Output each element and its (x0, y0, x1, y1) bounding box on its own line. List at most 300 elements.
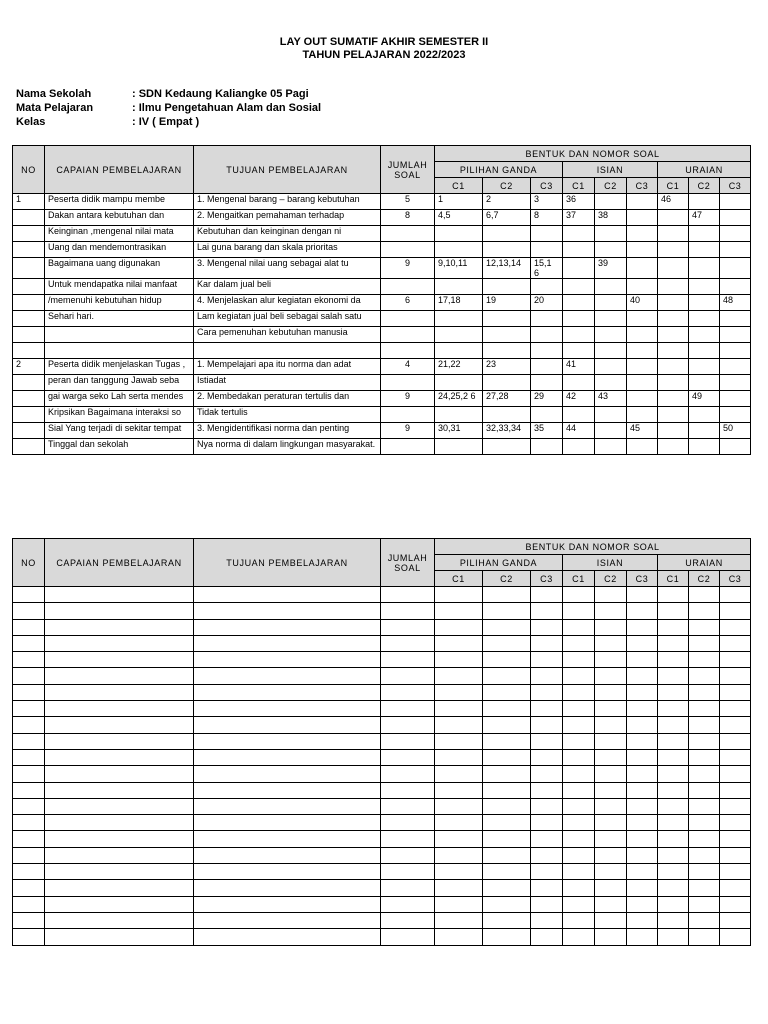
cell-uraian-c1 (658, 798, 689, 814)
cell-jumlah (381, 311, 435, 327)
table-row (13, 194, 751, 210)
cell-isian-c1 (563, 295, 595, 311)
cell-no (13, 880, 45, 896)
cell-pg-c1 (435, 635, 483, 651)
cell-pg-c3 (531, 831, 563, 847)
cell-uraian-c1 (658, 635, 689, 651)
cell-isian-c2 (595, 359, 627, 375)
cell-isian-c1 (563, 635, 595, 651)
cell-pg-c3 (531, 359, 563, 375)
cell-uraian-c1 (658, 880, 689, 896)
cell-isian-c3 (627, 652, 658, 668)
cell-pg-c2 (483, 880, 531, 896)
blank-row (13, 652, 751, 668)
subject-label: Mata Pelajaran (16, 102, 94, 114)
cell-pg-c1 (435, 311, 483, 327)
table-row (13, 295, 751, 311)
cell-capaian: Keinginan ,mengenal nilai mata (45, 226, 194, 242)
cell-pg-c3 (531, 635, 563, 651)
cell-no (13, 343, 45, 359)
cell-uraian-c1 (658, 359, 689, 375)
cell-tujuan (194, 766, 381, 782)
cell-capaian: Kripsikan Bagaimana interaksi so (45, 407, 194, 423)
cell-pg-c3 (531, 668, 563, 684)
cell-no: 2 (13, 359, 45, 375)
cell-tujuan: Nya norma di dalam lingkungan masyarakat. (194, 439, 381, 455)
cell-jumlah: 5 (381, 194, 435, 210)
cell-pg-c2 (483, 782, 531, 798)
cell-pg-c2 (483, 749, 531, 765)
cell-jumlah (381, 375, 435, 391)
cell-isian-c2 (595, 619, 627, 635)
cell-pg-c1 (435, 279, 483, 295)
cell-uraian-c2 (689, 929, 720, 945)
cell-capaian: gai warga seko Lah serta mendes (45, 391, 194, 407)
cell-isian-c1: 41 (563, 359, 595, 375)
cell-jumlah (381, 815, 435, 831)
cell-pg-c1 (435, 684, 483, 700)
table-row (13, 258, 751, 279)
cell-isian-c2 (595, 327, 627, 343)
cell-isian-c3 (627, 391, 658, 407)
cell-isian-c1 (563, 782, 595, 798)
table-body-blank (13, 587, 751, 946)
school-label: Nama Sekolah (16, 88, 92, 100)
cell-pg-c1 (435, 603, 483, 619)
cell-isian-c3 (627, 439, 658, 455)
cell-uraian-c1 (658, 258, 689, 279)
cell-isian-c2 (595, 912, 627, 928)
cell-jumlah (381, 831, 435, 847)
header-level: C1 (563, 178, 595, 194)
header-capaian: CAPAIAN PEMBELAJARAN (45, 146, 194, 194)
header-jumlah-line1: JUMLAH (387, 159, 428, 170)
cell-tujuan (194, 749, 381, 765)
cell-jumlah: 9 (381, 391, 435, 407)
cell-tujuan: Istiadat (194, 375, 381, 391)
cell-uraian-c1 (658, 766, 689, 782)
header-level: C2 (483, 178, 531, 194)
cell-no (13, 375, 45, 391)
cell-uraian-c1 (658, 295, 689, 311)
cell-uraian-c2 (689, 864, 720, 880)
cell-pg-c3 (531, 375, 563, 391)
cell-pg-c1 (435, 880, 483, 896)
header-level: C2 (595, 571, 627, 587)
cell-uraian-c1 (658, 717, 689, 733)
cell-uraian-c3 (720, 603, 751, 619)
cell-isian-c3 (627, 258, 658, 279)
cell-isian-c3 (627, 847, 658, 863)
cell-capaian: Sial Yang terjadi di sekitar tempat (45, 423, 194, 439)
cell-capaian (45, 733, 194, 749)
cell-uraian-c1 (658, 210, 689, 226)
cell-uraian-c2 (689, 295, 720, 311)
cell-capaian (45, 717, 194, 733)
cell-uraian-c1 (658, 407, 689, 423)
cell-tujuan: 3. Mengidentifikasi norma dan penting (194, 423, 381, 439)
cell-capaian (45, 831, 194, 847)
cell-capaian (45, 668, 194, 684)
cell-isian-c1 (563, 766, 595, 782)
cell-pg-c1: 9,10,11 (435, 258, 483, 279)
cell-pg-c3 (531, 587, 563, 603)
cell-pg-c1 (435, 619, 483, 635)
header-level: C3 (627, 178, 658, 194)
cell-pg-c2 (483, 226, 531, 242)
cell-isian-c2 (595, 766, 627, 782)
cell-uraian-c3 (720, 749, 751, 765)
cell-pg-c2 (483, 798, 531, 814)
cell-pg-c1: 21,22 (435, 359, 483, 375)
cell-pg-c2 (483, 343, 531, 359)
cell-isian-c2 (595, 652, 627, 668)
cell-pg-c3 (531, 603, 563, 619)
cell-isian-c3 (627, 242, 658, 258)
cell-no (13, 749, 45, 765)
cell-capaian: Tinggal dan sekolah (45, 439, 194, 455)
cell-uraian-c1 (658, 311, 689, 327)
table-row (13, 226, 751, 242)
cell-isian-c3 (627, 684, 658, 700)
cell-jumlah (381, 684, 435, 700)
cell-no (13, 258, 45, 279)
cell-jumlah (381, 587, 435, 603)
cell-no (13, 798, 45, 814)
cell-uraian-c3 (720, 359, 751, 375)
cell-no (13, 619, 45, 635)
cell-tujuan: 4. Menjelaskan alur kegiatan ekonomi da (194, 295, 381, 311)
cell-uraian-c1 (658, 831, 689, 847)
cell-isian-c3 (627, 929, 658, 945)
cell-jumlah (381, 929, 435, 945)
cell-isian-c1 (563, 327, 595, 343)
cell-uraian-c3 (720, 798, 751, 814)
cell-no (13, 782, 45, 798)
cell-isian-c1 (563, 242, 595, 258)
cell-uraian-c1 (658, 343, 689, 359)
cell-jumlah (381, 652, 435, 668)
cell-jumlah (381, 603, 435, 619)
cell-isian-c3 (627, 701, 658, 717)
cell-pg-c2: 32,33,34 (483, 423, 531, 439)
cell-jumlah (381, 880, 435, 896)
cell-pg-c1 (435, 847, 483, 863)
cell-isian-c1 (563, 311, 595, 327)
cell-pg-c2 (483, 242, 531, 258)
cell-jumlah: 8 (381, 210, 435, 226)
cell-tujuan (194, 343, 381, 359)
cell-isian-c2 (595, 668, 627, 684)
cell-isian-c3 (627, 864, 658, 880)
info-school (16, 87, 309, 101)
cell-pg-c2: 2 (483, 194, 531, 210)
cell-capaian (45, 327, 194, 343)
cell-pg-c3: 15,1 6 (531, 258, 563, 279)
cell-uraian-c2 (689, 701, 720, 717)
cell-uraian-c1 (658, 896, 689, 912)
cell-capaian (45, 798, 194, 814)
subject-value: : Ilmu Pengetahuan Alam dan Sosial (132, 102, 322, 114)
cell-no (13, 391, 45, 407)
cell-uraian-c2 (689, 733, 720, 749)
cell-no (13, 226, 45, 242)
cell-isian-c3: 45 (627, 423, 658, 439)
cell-jumlah (381, 327, 435, 343)
cell-capaian (45, 635, 194, 651)
cell-pg-c2 (483, 929, 531, 945)
cell-pg-c2 (483, 439, 531, 455)
blank-row (13, 587, 751, 603)
cell-pg-c2 (483, 701, 531, 717)
cell-jumlah (381, 701, 435, 717)
cell-pg-c1 (435, 766, 483, 782)
cell-uraian-c3 (720, 279, 751, 295)
cell-isian-c2 (595, 896, 627, 912)
cell-uraian-c1 (658, 327, 689, 343)
cell-no (13, 896, 45, 912)
cell-uraian-c3 (720, 864, 751, 880)
cell-tujuan (194, 701, 381, 717)
cell-jumlah: 6 (381, 295, 435, 311)
cell-isian-c1: 42 (563, 391, 595, 407)
cell-pg-c1 (435, 242, 483, 258)
cell-pg-c2 (483, 327, 531, 343)
cell-uraian-c3 (720, 782, 751, 798)
cell-jumlah (381, 896, 435, 912)
cell-uraian-c2 (689, 831, 720, 847)
cell-tujuan (194, 619, 381, 635)
cell-isian-c3: 40 (627, 295, 658, 311)
cell-uraian-c3 (720, 635, 751, 651)
cell-pg-c2 (483, 847, 531, 863)
header-capaian: CAPAIAN PEMBELAJARAN (45, 539, 194, 587)
cell-uraian-c2 (689, 684, 720, 700)
cell-jumlah (381, 635, 435, 651)
cell-pg-c2 (483, 766, 531, 782)
header-pilihan-ganda: PILIHAN GANDA (435, 555, 563, 571)
cell-pg-c3 (531, 311, 563, 327)
cell-isian-c2 (595, 733, 627, 749)
cell-isian-c1 (563, 847, 595, 863)
header-level: C2 (483, 571, 531, 587)
cell-pg-c1 (435, 407, 483, 423)
table-row (13, 439, 751, 455)
cell-uraian-c3 (720, 439, 751, 455)
cell-uraian-c3 (720, 343, 751, 359)
cell-no (13, 327, 45, 343)
cell-isian-c2 (595, 439, 627, 455)
cell-pg-c3: 3 (531, 194, 563, 210)
blank-row (13, 701, 751, 717)
cell-pg-c1 (435, 375, 483, 391)
cell-pg-c2 (483, 831, 531, 847)
cell-pg-c2 (483, 652, 531, 668)
cell-uraian-c2 (689, 652, 720, 668)
cell-jumlah (381, 226, 435, 242)
cell-jumlah (381, 343, 435, 359)
cell-isian-c1: 36 (563, 194, 595, 210)
cell-pg-c1 (435, 798, 483, 814)
header-level: C1 (658, 571, 689, 587)
blank-row (13, 635, 751, 651)
header-level: C3 (720, 178, 751, 194)
cell-isian-c1 (563, 733, 595, 749)
cell-pg-c3 (531, 701, 563, 717)
cell-uraian-c3 (720, 701, 751, 717)
cell-no (13, 912, 45, 928)
cell-uraian-c2 (689, 279, 720, 295)
cell-isian-c3 (627, 279, 658, 295)
cell-isian-c3 (627, 896, 658, 912)
cell-capaian (45, 652, 194, 668)
cell-tujuan (194, 668, 381, 684)
cell-pg-c1 (435, 652, 483, 668)
cell-pg-c1 (435, 717, 483, 733)
cell-isian-c1 (563, 929, 595, 945)
cell-pg-c1 (435, 343, 483, 359)
cell-pg-c3: 35 (531, 423, 563, 439)
cell-uraian-c3 (720, 226, 751, 242)
header-isian: ISIAN (563, 555, 658, 571)
cell-pg-c3 (531, 896, 563, 912)
cell-pg-c2 (483, 815, 531, 831)
cell-isian-c3 (627, 619, 658, 635)
cell-uraian-c2 (689, 749, 720, 765)
cell-uraian-c2 (689, 423, 720, 439)
cell-pg-c1: 1 (435, 194, 483, 210)
cell-tujuan (194, 847, 381, 863)
cell-isian-c1 (563, 880, 595, 896)
cell-capaian: Uang dan mendemontrasikan (45, 242, 194, 258)
cell-uraian-c2 (689, 847, 720, 863)
header-level: C3 (531, 571, 563, 587)
cell-uraian-c2 (689, 815, 720, 831)
cell-jumlah (381, 717, 435, 733)
cell-pg-c1 (435, 226, 483, 242)
cell-pg-c3 (531, 242, 563, 258)
cell-isian-c2 (595, 375, 627, 391)
cell-pg-c2 (483, 717, 531, 733)
cell-uraian-c1 (658, 733, 689, 749)
cell-capaian (45, 912, 194, 928)
cell-uraian-c2 (689, 359, 720, 375)
blank-row (13, 896, 751, 912)
cell-uraian-c2 (689, 798, 720, 814)
cell-uraian-c2 (689, 194, 720, 210)
cell-isian-c2 (595, 295, 627, 311)
header-level: C2 (689, 571, 720, 587)
cell-pg-c2 (483, 668, 531, 684)
cell-tujuan (194, 896, 381, 912)
cell-no (13, 815, 45, 831)
cell-uraian-c2 (689, 717, 720, 733)
cell-isian-c1 (563, 258, 595, 279)
cell-isian-c2 (595, 226, 627, 242)
cell-isian-c3 (627, 311, 658, 327)
cell-pg-c3: 29 (531, 391, 563, 407)
cell-pg-c3 (531, 226, 563, 242)
cell-jumlah: 4 (381, 359, 435, 375)
cell-uraian-c2 (689, 668, 720, 684)
blank-row (13, 880, 751, 896)
cell-isian-c2 (595, 782, 627, 798)
cell-isian-c2 (595, 684, 627, 700)
cell-tujuan (194, 912, 381, 928)
cell-tujuan: 1. Mengenal barang – barang kebutuhan (194, 194, 381, 210)
blank-row (13, 684, 751, 700)
cell-isian-c1 (563, 896, 595, 912)
cell-isian-c2: 38 (595, 210, 627, 226)
cell-isian-c2 (595, 343, 627, 359)
cell-uraian-c3 (720, 587, 751, 603)
cell-uraian-c3 (720, 210, 751, 226)
header-tujuan: TUJUAN PEMBELAJARAN (194, 146, 381, 194)
cell-pg-c3 (531, 407, 563, 423)
cell-uraian-c3 (720, 619, 751, 635)
cell-no (13, 766, 45, 782)
cell-capaian (45, 619, 194, 635)
cell-tujuan (194, 603, 381, 619)
cell-no (13, 210, 45, 226)
cell-uraian-c3 (720, 896, 751, 912)
cell-tujuan (194, 798, 381, 814)
cell-isian-c1 (563, 684, 595, 700)
cell-capaian: peran dan tanggung Jawab seba (45, 375, 194, 391)
cell-no (13, 684, 45, 700)
cell-uraian-c1 (658, 391, 689, 407)
header-no: NO (13, 146, 45, 194)
cell-isian-c1 (563, 815, 595, 831)
cell-isian-c3 (627, 912, 658, 928)
cell-jumlah (381, 439, 435, 455)
cell-no (13, 847, 45, 863)
cell-isian-c3 (627, 668, 658, 684)
cell-uraian-c2 (689, 619, 720, 635)
cell-capaian (45, 684, 194, 700)
table-row (13, 343, 751, 359)
cell-pg-c2 (483, 635, 531, 651)
cell-uraian-c3 (720, 652, 751, 668)
cell-isian-c3 (627, 343, 658, 359)
cell-pg-c2: 27,28 (483, 391, 531, 407)
cell-isian-c2 (595, 717, 627, 733)
cell-pg-c3 (531, 798, 563, 814)
cell-no (13, 311, 45, 327)
cell-uraian-c2 (689, 782, 720, 798)
document-title: LAY OUT SUMATIF AKHIR SEMESTER II (279, 36, 489, 48)
cell-tujuan: 3. Mengenal nilai uang sebagai alat tu (194, 258, 381, 279)
cell-tujuan: 2. Membedakan peraturan tertulis dan (194, 391, 381, 407)
header-no: NO (13, 539, 45, 587)
layout-table-blank (12, 538, 751, 946)
cell-jumlah (381, 749, 435, 765)
blank-row (13, 749, 751, 765)
layout-table-filled (12, 145, 751, 455)
header-jumlah-line2: SOAL (394, 562, 421, 573)
cell-pg-c1: 24,25,2 6 (435, 391, 483, 407)
cell-jumlah (381, 912, 435, 928)
table-row (13, 359, 751, 375)
cell-jumlah (381, 847, 435, 863)
cell-isian-c1 (563, 668, 595, 684)
cell-uraian-c3 (720, 194, 751, 210)
cell-jumlah: 9 (381, 258, 435, 279)
cell-pg-c2: 19 (483, 295, 531, 311)
cell-uraian-c3 (720, 327, 751, 343)
school-value: : SDN Kedaung Kaliangke 05 Pagi (132, 88, 309, 100)
cell-no (13, 423, 45, 439)
